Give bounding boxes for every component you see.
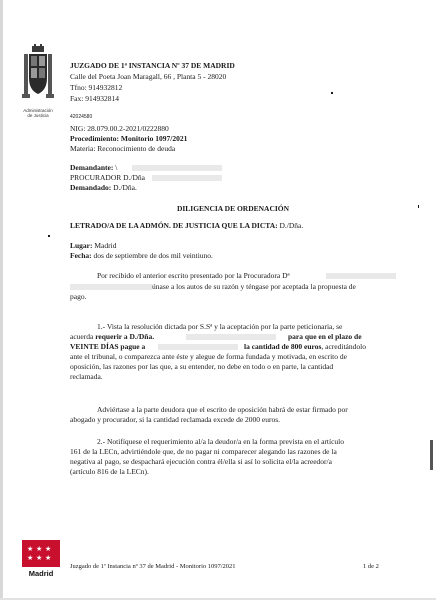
p4-line1: 2.- Notifíquese el requerimiento al/a la deudor/a en la forma prevista en el artículo [97, 437, 344, 446]
date-label: Fecha: [70, 251, 92, 260]
redaction-procuradora-2 [70, 284, 152, 290]
p4-line3: negativa al pago, se despachará ejecución contra él/ella si así lo solicita el/la acreedor/a [70, 457, 332, 466]
p2-line2-a: acuerda [70, 332, 94, 341]
letrado-value: D./Dña. [279, 221, 304, 230]
p2-line4: ante el tribunal, o comparezca ante éste y alegue de forma fundada y motivada, en escrito de [70, 352, 347, 361]
case-code: 42024580 [70, 114, 93, 120]
procedure-value: Monitorio 1097/2021 [120, 134, 188, 143]
p2-line2 [70, 332, 154, 341]
redaction-creditor [158, 344, 238, 350]
p2-line3-c: , acreditándolo [321, 342, 366, 351]
letrado [70, 221, 303, 230]
attorney: PROCURADOR D./Dña [70, 173, 146, 182]
scan-mark-right [430, 440, 433, 470]
court-fax: Fax: 914932814 [70, 94, 119, 103]
p1-line1: Por recibido el anterior escrito presentado por la Procuradora Dª [97, 271, 290, 280]
redaction-claimant [132, 165, 222, 171]
madrid-flag-icon [22, 540, 60, 567]
place [70, 241, 116, 250]
subject: Materia: Reconocimiento de deuda [70, 144, 176, 153]
page-number: 1 de 2 [363, 563, 379, 570]
defendant [70, 183, 137, 192]
scan-dot [331, 92, 333, 94]
procedure-label: Procedimiento: [70, 134, 120, 143]
claimant-value: \ [115, 163, 118, 172]
p2-line1: 1.- Vista la resolución dictada por S.Sª y la aceptación por la parte peticionaria, se [97, 322, 343, 331]
p2-line3-b: la cantidad de 800 euros [244, 342, 322, 351]
star-icon: ★ [36, 545, 43, 553]
star-icon: ★ [27, 545, 34, 553]
court-name: JUZGADO DE 1ª INSTANCIA Nº 37 DE MADRID [70, 61, 235, 70]
madrid-label: Madrid [28, 569, 54, 578]
claimant [70, 163, 117, 172]
place-value: Madrid [94, 241, 117, 250]
p1-line3: pago. [70, 292, 87, 301]
coat-of-arms-icon [20, 44, 56, 104]
court-address: Calle del Poeta Joan Maragall, 66 , Planta 5 - 28020 [70, 72, 227, 81]
coat-caption-line1: Administración [23, 108, 53, 113]
claimant-label: Demandante: [70, 163, 114, 172]
p2-line5: oposición, las razones por las que, a su entender, no debe en todo o en parte, la cantidad [70, 362, 334, 371]
document-title: DILIGENCIA DE ORDENACIÓN [176, 204, 290, 213]
p3-line2: abogado y procurador, si la cantidad reclamada excede de 2000 euros. [70, 415, 281, 424]
madrid-logo [22, 540, 60, 580]
defendant-value: D./Dña. [113, 183, 137, 192]
redaction-debtor [186, 334, 276, 340]
p4-line4: (artículo 816 de la LECn). [70, 467, 149, 476]
p2-line3-bc [244, 342, 366, 351]
p2-line6: reclamada. [70, 372, 103, 381]
scan-dot [418, 205, 419, 208]
star-icon: ★ [45, 554, 52, 562]
p2-line3-a: VEINTE DÍAS pague a [70, 342, 146, 351]
scan-dot [48, 235, 50, 237]
date-value: dos de septiembre de dos mil veintiuno. [93, 251, 213, 260]
procedure [70, 134, 187, 143]
coat-caption [14, 108, 62, 118]
coat-caption-line2: de Justicia [27, 113, 49, 118]
star-icon: ★ [27, 554, 34, 562]
redaction-procuradora [326, 273, 396, 279]
star-icon: ★ [45, 545, 52, 553]
star-icon: ★ [36, 554, 43, 562]
p2-line2-b: requerir a D./Dña. [95, 332, 155, 341]
p2-line2-c: para que en el plazo de [288, 332, 362, 341]
letrado-label: LETRADO/A DE LA ADMÓN. DE JUSTICIA QUE LA DICTA: [70, 221, 278, 230]
footer-left: Juzgado de 1ª Instancia nº 37 de Madrid - Monitorio 1097/2021 [70, 563, 236, 570]
nig: NIG: 28.079.00.2-2021/0222880 [70, 124, 169, 133]
scan-edge [0, 0, 3, 600]
defendant-label: Demandado: [70, 183, 112, 192]
p3-line1: Adviértase a la parte deudora que el escrito de oposición habrá de estar firmado por [97, 405, 348, 414]
place-label: Lugar: [70, 241, 93, 250]
date [70, 251, 213, 260]
p1-line2: únase a los autos de su razón y téngase por aceptada la propuesta de [152, 282, 356, 291]
court-phone: Tfno: 914932812 [70, 83, 123, 92]
redaction-attorney [152, 175, 222, 181]
p4-line2: 161 de la LECn, advirtiéndole que, de no pagar ni comparecer alegando las razones de la [70, 447, 337, 456]
